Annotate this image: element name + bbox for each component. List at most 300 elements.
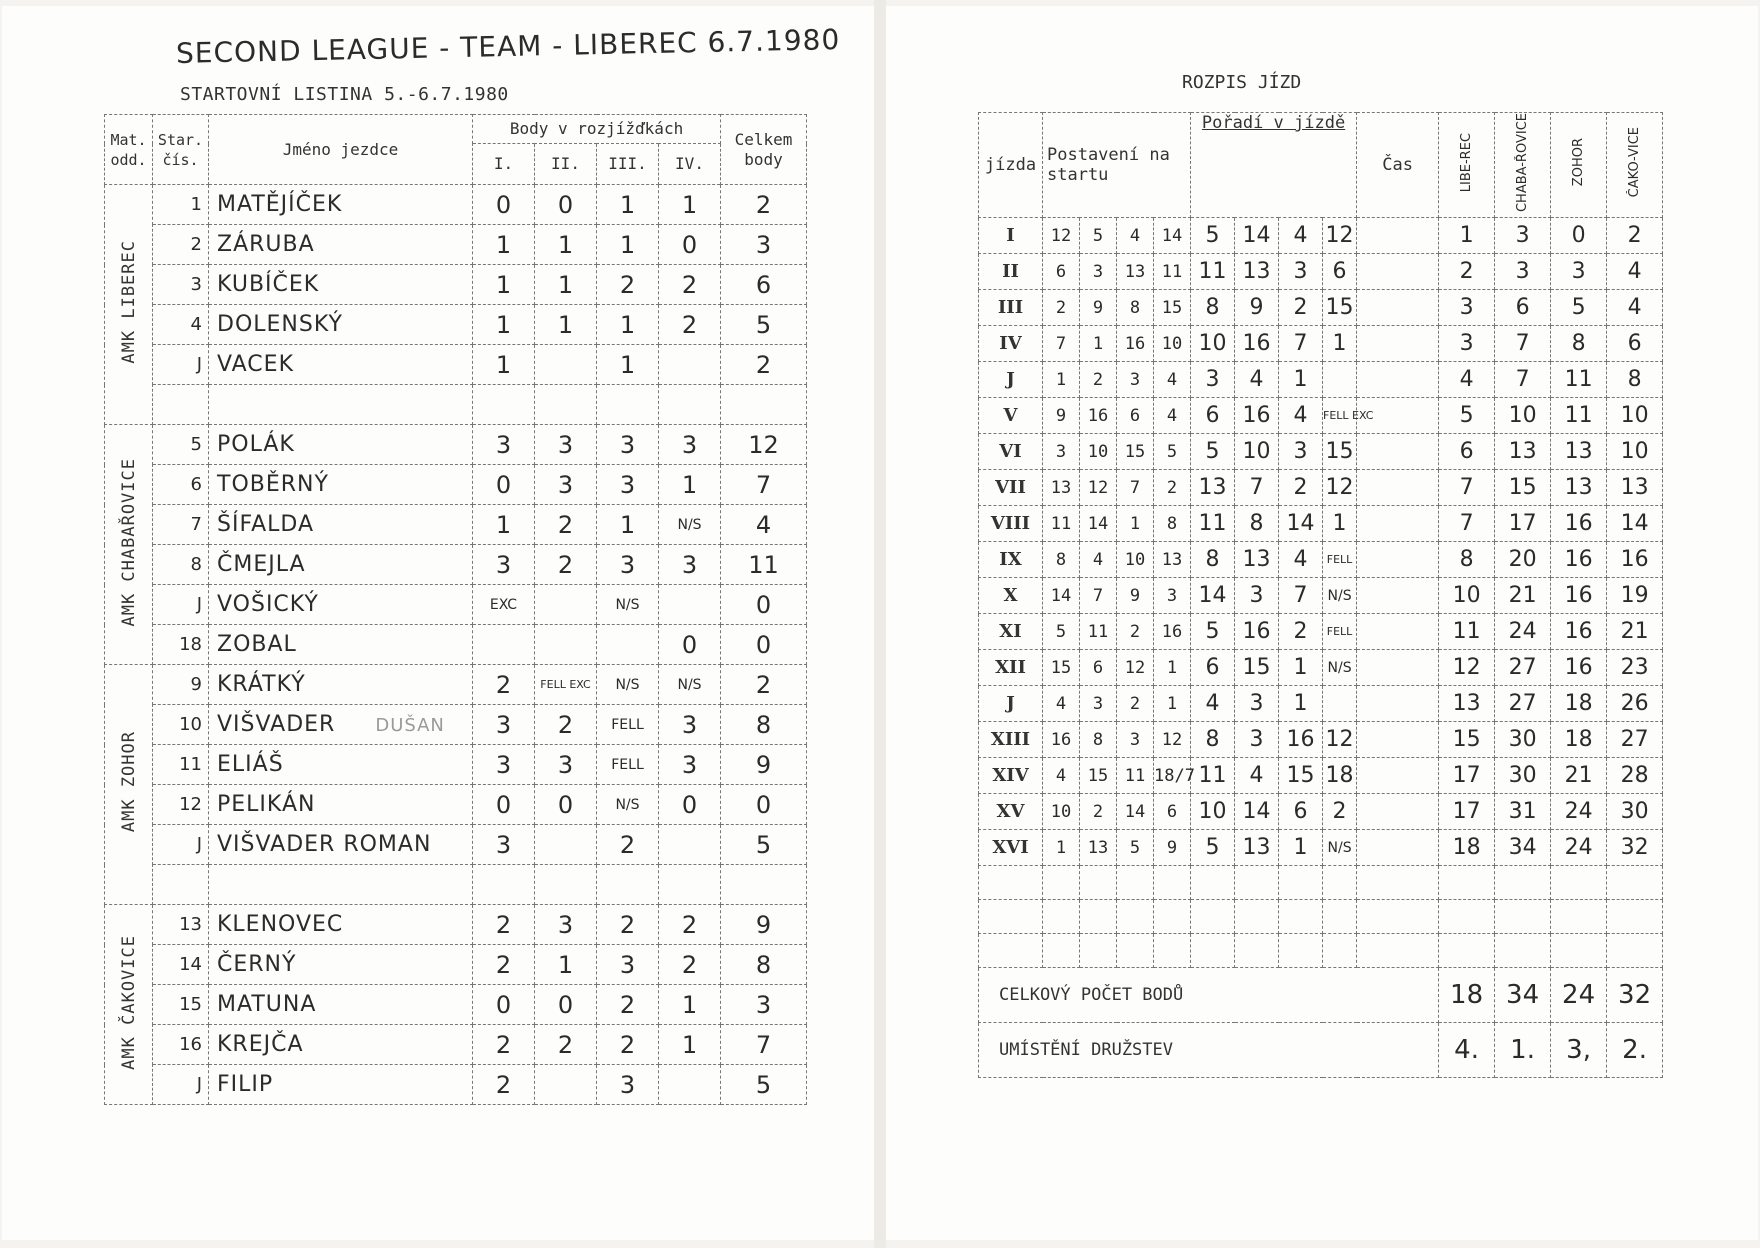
finish-order-3: 1	[1279, 686, 1323, 722]
club-label: AMK ZOHOR	[118, 731, 139, 833]
finish-order-4: 6	[1323, 254, 1357, 290]
cumulative-points-4: 21	[1607, 614, 1663, 650]
finish-order-3: 4	[1279, 218, 1323, 254]
start-position-4: 15	[1154, 290, 1191, 326]
start-number: 15	[153, 985, 209, 1025]
rider-row	[105, 545, 807, 585]
cumulative-points-4: 13	[1607, 470, 1663, 506]
start-position-4: 4	[1154, 362, 1191, 398]
heat-1-points: 0	[473, 785, 535, 825]
total-points: 7	[721, 1025, 807, 1065]
start-position-2: 1	[1080, 326, 1117, 362]
empty-cell	[1043, 900, 1080, 934]
cumulative-points-4: 28	[1607, 758, 1663, 794]
header-start-no: Star. čís.	[153, 115, 209, 185]
total-points: 7	[721, 465, 807, 505]
start-position-4: 4	[1154, 398, 1191, 434]
empty-cell	[153, 385, 209, 425]
cumulative-points-3: 18	[1551, 722, 1607, 758]
heat-1-points	[473, 625, 535, 665]
rider-name-text: ELIÁŠ	[217, 752, 284, 777]
total-points-label: CELKOVÝ POČET BODŮ	[979, 968, 1439, 1023]
club-label: AMK ČAKOVICE	[118, 934, 139, 1070]
heat-row	[979, 218, 1663, 254]
start-list-title: STARTOVNÍ LISTINA 5.-6.7.1980	[180, 84, 509, 105]
heat-time	[1357, 578, 1439, 614]
start-number: 18	[153, 625, 209, 665]
empty-cell	[721, 865, 807, 905]
empty-cell	[473, 865, 535, 905]
cumulative-points-1: 3	[1439, 290, 1495, 326]
start-number: J	[153, 825, 209, 865]
placing-team-3: 3,	[1551, 1023, 1607, 1078]
finish-order-2: 16	[1235, 398, 1279, 434]
cumulative-points-3: 16	[1551, 542, 1607, 578]
heat-number: XI	[979, 614, 1043, 650]
heat-4-points: 1	[659, 465, 721, 505]
start-number: J	[153, 1065, 209, 1105]
heat-3-points: FELL	[597, 745, 659, 785]
rider-name	[209, 745, 473, 785]
cumulative-points-2: 3	[1495, 254, 1551, 290]
heat-1-points: 1	[473, 345, 535, 385]
rider-name	[209, 465, 473, 505]
start-position-2: 11	[1080, 614, 1117, 650]
empty-cell	[1043, 866, 1080, 900]
cumulative-points-4: 10	[1607, 398, 1663, 434]
rider-row	[105, 185, 807, 225]
finish-order-2: 7	[1235, 470, 1279, 506]
finish-order-2: 16	[1235, 326, 1279, 362]
heat-2-points: 3	[535, 465, 597, 505]
heat-row	[979, 470, 1663, 506]
finish-order-2: 13	[1235, 542, 1279, 578]
cumulative-points-1: 11	[1439, 614, 1495, 650]
rider-row	[105, 825, 807, 865]
rider-name	[209, 625, 473, 665]
cumulative-points-3: 21	[1551, 758, 1607, 794]
finish-order-1: 8	[1191, 542, 1235, 578]
finish-order-1: 10	[1191, 326, 1235, 362]
empty-cell	[1154, 934, 1191, 968]
empty-cell	[1323, 934, 1357, 968]
empty-cell	[1551, 866, 1607, 900]
finish-order-4: N/S	[1323, 650, 1357, 686]
total-points: 2	[721, 665, 807, 705]
heat-row	[979, 506, 1663, 542]
rider-name	[209, 785, 473, 825]
total-points: 8	[721, 705, 807, 745]
cumulative-points-1: 10	[1439, 578, 1495, 614]
cumulative-points-2: 30	[1495, 722, 1551, 758]
heat-number: XIV	[979, 758, 1043, 794]
cumulative-points-4: 30	[1607, 794, 1663, 830]
finish-order-2: 14	[1235, 218, 1279, 254]
finish-order-1: 8	[1191, 290, 1235, 326]
start-position-3: 8	[1117, 290, 1154, 326]
heat-3-points: 3	[597, 945, 659, 985]
club-name	[105, 425, 153, 665]
cumulative-points-2: 34	[1495, 830, 1551, 866]
empty-cell	[1357, 934, 1439, 968]
start-position-2: 3	[1080, 254, 1117, 290]
total-points: 8	[721, 945, 807, 985]
finish-order-3: 1	[1279, 362, 1323, 398]
cumulative-points-4: 23	[1607, 650, 1663, 686]
finish-order-3: 1	[1279, 650, 1323, 686]
rider-name	[209, 905, 473, 945]
rider-name-text: KRÁTKÝ	[217, 672, 306, 697]
heat-time	[1357, 254, 1439, 290]
cumulative-points-3: 16	[1551, 578, 1607, 614]
heat-1-points: 2	[473, 1065, 535, 1105]
heat-3-points: FELL	[597, 705, 659, 745]
rider-name-text: DOLENSKÝ	[217, 312, 343, 337]
start-position-3: 10	[1117, 542, 1154, 578]
empty-cell	[979, 900, 1043, 934]
rider-name-text: VIŠVADER ROMAN	[217, 832, 432, 857]
cumulative-points-2: 24	[1495, 614, 1551, 650]
cumulative-points-2: 7	[1495, 326, 1551, 362]
start-number: 10	[153, 705, 209, 745]
total-points-team-2: 34	[1495, 968, 1551, 1023]
heat-2-points: 3	[535, 745, 597, 785]
empty-row	[105, 385, 807, 425]
rider-name	[209, 185, 473, 225]
start-position-1: 4	[1043, 758, 1080, 794]
heat-3-points: 2	[597, 905, 659, 945]
cumulative-points-3: 0	[1551, 218, 1607, 254]
cumulative-points-2: 15	[1495, 470, 1551, 506]
finish-order-1: 8	[1191, 722, 1235, 758]
rider-name	[209, 545, 473, 585]
heat-1-points: 3	[473, 705, 535, 745]
header-heat-3: III.	[597, 144, 659, 185]
start-position-3: 11	[1117, 758, 1154, 794]
cumulative-points-3: 16	[1551, 650, 1607, 686]
cumulative-points-2: 17	[1495, 506, 1551, 542]
heat-2-points: 1	[535, 265, 597, 305]
cumulative-points-3: 24	[1551, 794, 1607, 830]
heat-4-points: 0	[659, 785, 721, 825]
cumulative-points-1: 15	[1439, 722, 1495, 758]
cumulative-points-2: 31	[1495, 794, 1551, 830]
heat-3-points: 1	[597, 505, 659, 545]
finish-order-1: 5	[1191, 434, 1235, 470]
finish-order-3: 2	[1279, 470, 1323, 506]
finish-order-2: 13	[1235, 830, 1279, 866]
finish-order-1: 3	[1191, 362, 1235, 398]
finish-order-4: 1	[1323, 506, 1357, 542]
total-points: 3	[721, 985, 807, 1025]
heat-1-points: 3	[473, 545, 535, 585]
rider-row	[105, 945, 807, 985]
total-points-team-4: 32	[1607, 968, 1663, 1023]
rider-name-text: KUBÍČEK	[217, 272, 320, 297]
finish-order-1: 13	[1191, 470, 1235, 506]
finish-order-2: 4	[1235, 758, 1279, 794]
empty-cell	[1439, 866, 1495, 900]
rider-name-text: TOBĚRNÝ	[217, 472, 329, 497]
cumulative-points-4: 2	[1607, 218, 1663, 254]
rider-name	[209, 225, 473, 265]
start-number: 9	[153, 665, 209, 705]
empty-cell	[535, 385, 597, 425]
rider-row	[105, 345, 807, 385]
heat-2-points: 3	[535, 425, 597, 465]
heat-2-points: 0	[535, 785, 597, 825]
empty-cell	[1117, 934, 1154, 968]
header-team-cakovice: ČAKO-VICE	[1607, 113, 1663, 218]
heat-4-points: 3	[659, 425, 721, 465]
heat-row	[979, 434, 1663, 470]
start-position-2: 13	[1080, 830, 1117, 866]
heat-1-points: 0	[473, 185, 535, 225]
header-rider-name: Jméno jezdce	[209, 115, 473, 185]
start-position-1: 13	[1043, 470, 1080, 506]
heat-row	[979, 650, 1663, 686]
finish-order-1: 6	[1191, 398, 1235, 434]
total-points: 5	[721, 305, 807, 345]
empty-cell	[1235, 934, 1279, 968]
start-position-2: 7	[1080, 578, 1117, 614]
rider-name-text: VACEK	[217, 352, 294, 377]
rider-row	[105, 665, 807, 705]
total-points: 3	[721, 225, 807, 265]
empty-cell	[979, 934, 1043, 968]
finish-order-4: N/S	[1323, 578, 1357, 614]
heat-time	[1357, 614, 1439, 650]
rider-name-text: KLENOVEC	[217, 912, 344, 937]
finish-order-2: 9	[1235, 290, 1279, 326]
start-position-4: 6	[1154, 794, 1191, 830]
heat-3-points: 3	[597, 465, 659, 505]
heat-row	[979, 290, 1663, 326]
rider-row	[105, 625, 807, 665]
start-position-2: 8	[1080, 722, 1117, 758]
finish-order-3: 4	[1279, 398, 1323, 434]
start-position-1: 6	[1043, 254, 1080, 290]
total-points: 6	[721, 265, 807, 305]
heat-1-points: 3	[473, 425, 535, 465]
heat-number: V	[979, 398, 1043, 434]
heat-time	[1357, 290, 1439, 326]
empty-cell	[1235, 900, 1279, 934]
race-schedule-title: ROZPIS JÍZD	[1182, 72, 1302, 93]
rider-row	[105, 265, 807, 305]
heat-number: IV	[979, 326, 1043, 362]
start-position-3: 9	[1117, 578, 1154, 614]
heat-number: IX	[979, 542, 1043, 578]
start-number: 7	[153, 505, 209, 545]
rider-name	[209, 305, 473, 345]
cumulative-points-4: 32	[1607, 830, 1663, 866]
start-position-4: 5	[1154, 434, 1191, 470]
rider-row	[105, 745, 807, 785]
heat-time	[1357, 470, 1439, 506]
finish-order-1: 5	[1191, 218, 1235, 254]
empty-cell	[1495, 866, 1551, 900]
heat-number: II	[979, 254, 1043, 290]
rider-name	[209, 1025, 473, 1065]
finish-order-4: FELL EXC	[1323, 398, 1357, 434]
start-number: J	[153, 585, 209, 625]
heat-3-points: 2	[597, 1025, 659, 1065]
club-name	[105, 905, 153, 1105]
heat-4-points: 0	[659, 225, 721, 265]
start-position-2: 6	[1080, 650, 1117, 686]
cumulative-points-3: 16	[1551, 614, 1607, 650]
finish-order-2: 3	[1235, 686, 1279, 722]
start-position-2: 4	[1080, 542, 1117, 578]
start-position-3: 4	[1117, 218, 1154, 254]
start-position-1: 11	[1043, 506, 1080, 542]
start-number: 8	[153, 545, 209, 585]
rider-row	[105, 585, 807, 625]
header-club: Mat. odd.	[105, 115, 153, 185]
club-name	[105, 665, 153, 905]
rider-row	[105, 505, 807, 545]
start-position-4: 13	[1154, 542, 1191, 578]
finish-order-3: 3	[1279, 254, 1323, 290]
total-points: 11	[721, 545, 807, 585]
finish-order-2: 3	[1235, 722, 1279, 758]
cumulative-points-1: 6	[1439, 434, 1495, 470]
cumulative-points-3: 13	[1551, 434, 1607, 470]
page-gutter	[874, 0, 886, 1248]
placing-label: UMÍSTĚNÍ DRUŽSTEV	[979, 1023, 1439, 1078]
start-list-table	[104, 114, 807, 1105]
start-position-2: 2	[1080, 794, 1117, 830]
rider-name-text: KREJČA	[217, 1032, 304, 1057]
heat-4-points: 3	[659, 545, 721, 585]
heat-time	[1357, 650, 1439, 686]
cumulative-points-4: 27	[1607, 722, 1663, 758]
start-position-4: 12	[1154, 722, 1191, 758]
start-position-1: 12	[1043, 218, 1080, 254]
start-position-1: 4	[1043, 686, 1080, 722]
finish-order-3: 2	[1279, 614, 1323, 650]
empty-row	[979, 900, 1663, 934]
club-label: AMK LIBEREC	[118, 240, 139, 364]
cumulative-points-2: 27	[1495, 686, 1551, 722]
total-points: 2	[721, 185, 807, 225]
heat-time	[1357, 686, 1439, 722]
heat-1-points: 3	[473, 745, 535, 785]
rider-row	[105, 225, 807, 265]
heat-row	[979, 614, 1663, 650]
heat-3-points: N/S	[597, 785, 659, 825]
heat-row	[979, 542, 1663, 578]
cumulative-points-4: 4	[1607, 254, 1663, 290]
rider-row	[105, 425, 807, 465]
empty-cell	[1191, 934, 1235, 968]
empty-cell	[1080, 900, 1117, 934]
empty-cell	[1439, 900, 1495, 934]
heat-2-points: 2	[535, 1025, 597, 1065]
total-points: 4	[721, 505, 807, 545]
rider-first-name: DUŠAN	[375, 715, 445, 736]
empty-cell	[1080, 866, 1117, 900]
cumulative-points-1: 3	[1439, 326, 1495, 362]
heat-row	[979, 722, 1663, 758]
rider-name-text: PELIKÁN	[217, 792, 316, 817]
heat-3-points: 1	[597, 305, 659, 345]
finish-order-2: 16	[1235, 614, 1279, 650]
start-position-2: 9	[1080, 290, 1117, 326]
start-position-3: 7	[1117, 470, 1154, 506]
heat-2-points: 0	[535, 985, 597, 1025]
cumulative-points-4: 14	[1607, 506, 1663, 542]
cumulative-points-3: 24	[1551, 830, 1607, 866]
heat-row	[979, 326, 1663, 362]
rider-name	[209, 505, 473, 545]
header-time: Čas	[1357, 113, 1439, 218]
header-heat-2: II.	[535, 144, 597, 185]
cumulative-points-4: 4	[1607, 290, 1663, 326]
empty-cell	[597, 385, 659, 425]
rider-name	[209, 345, 473, 385]
heat-time	[1357, 758, 1439, 794]
heat-number: XVI	[979, 830, 1043, 866]
finish-order-3: 14	[1279, 506, 1323, 542]
empty-cell	[1117, 866, 1154, 900]
empty-cell	[1191, 866, 1235, 900]
heat-3-points	[597, 625, 659, 665]
start-position-3: 2	[1117, 614, 1154, 650]
empty-cell	[1043, 934, 1080, 968]
start-position-4: 16	[1154, 614, 1191, 650]
empty-cell	[597, 865, 659, 905]
start-position-1: 2	[1043, 290, 1080, 326]
heat-4-points: 2	[659, 905, 721, 945]
rider-row	[105, 705, 807, 745]
rider-row	[105, 465, 807, 505]
heat-4-points: 3	[659, 705, 721, 745]
start-number: 3	[153, 265, 209, 305]
start-position-1: 14	[1043, 578, 1080, 614]
empty-cell	[1551, 900, 1607, 934]
heat-1-points: EXC	[473, 585, 535, 625]
rider-row	[105, 1025, 807, 1065]
heat-1-points: 1	[473, 225, 535, 265]
finish-order-1: 11	[1191, 758, 1235, 794]
rider-name	[209, 265, 473, 305]
heat-4-points	[659, 345, 721, 385]
heat-1-points: 1	[473, 305, 535, 345]
cumulative-points-2: 27	[1495, 650, 1551, 686]
empty-cell	[1551, 934, 1607, 968]
finish-order-4: 2	[1323, 794, 1357, 830]
cumulative-points-2: 21	[1495, 578, 1551, 614]
placing-team-4: 2.	[1607, 1023, 1663, 1078]
start-position-4: 14	[1154, 218, 1191, 254]
header-heat-1: I.	[473, 144, 535, 185]
cumulative-points-2: 10	[1495, 398, 1551, 434]
empty-cell	[1323, 900, 1357, 934]
rider-row	[105, 1065, 807, 1105]
start-position-1: 1	[1043, 830, 1080, 866]
heat-2-points: 2	[535, 505, 597, 545]
heat-time	[1357, 542, 1439, 578]
placing-row	[979, 1023, 1663, 1078]
cumulative-points-1: 7	[1439, 470, 1495, 506]
start-position-4: 9	[1154, 830, 1191, 866]
cumulative-points-1: 1	[1439, 218, 1495, 254]
cumulative-points-3: 3	[1551, 254, 1607, 290]
header-team-chabarovice: CHABA-ŘOVICE	[1495, 113, 1551, 218]
rider-name-text: POLÁK	[217, 432, 295, 457]
